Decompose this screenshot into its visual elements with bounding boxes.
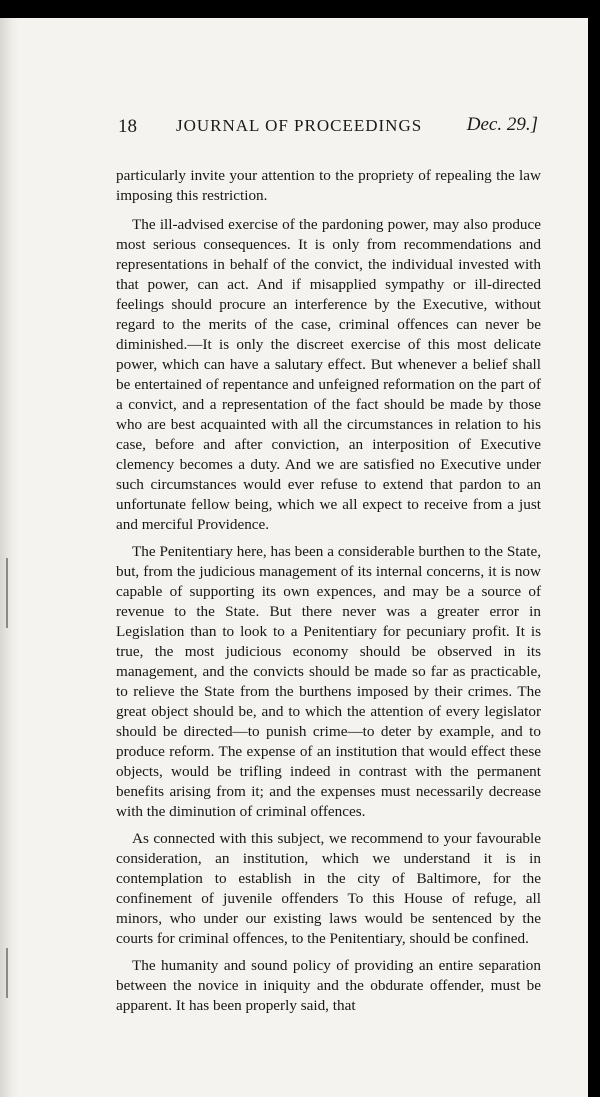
page-header — [118, 114, 538, 140]
header-date: Dec. 29.] — [466, 114, 538, 135]
margin-speck — [6, 948, 8, 998]
paragraph: The Penitentiary here, has been a considerable burthen to the State, but, from the judicious management of its internal concerns, it is now capable of supporting its own expences, and may be a source of revenue to the State. But there never was a greater error in Legislation than to look to a Penitentiary for pecuniary profit. It is true, the most judicious economy should be observed in its management, and the convicts should be made so far as practicable, to relieve the State from the burthens imposed by their crimes. The great object should be, and to which the attention of every legislator should be directed—to punish crime—to deter by example, and to produce reform. The expense of an institution that would effect these objects, would be trifling indeed in contrast with the permanent benefits arising from it; and the expenses must necessarily decrease with the diminution of criminal offences. — [116, 543, 541, 820]
page-gutter — [0, 18, 18, 1097]
paragraph: The humanity and sound policy of providing an entire separation between the novice in iniquity and the obdurate offender, must be apparent. It has been properly said, that — [116, 957, 541, 1014]
body-text — [116, 166, 541, 1023]
margin-speck — [6, 558, 8, 628]
document-page — [0, 18, 588, 1097]
paragraph: particularly invite your attention to the propriety of repealing the law imposing this restriction. — [116, 167, 541, 204]
page-number: 18 — [118, 116, 137, 137]
paragraph: As connected with this subject, we recommend to your favourable consideration, an institution, which we understand it is in contemplation to establish in the city of Baltimore, for the confinement of juvenile offenders To this House of refuge, all minors, who under our existing laws would be sentenced by the courts for criminal offences, to the Penitentiary, should be confined. — [116, 830, 541, 947]
running-title: JOURNAL OF PROCEEDINGS — [176, 116, 423, 135]
paragraph: The ill-advised exercise of the pardoning power, may also produce most serious consequences. It is only from recommendations and representations in behalf of the convict, the individual invested with that power, can act. And if misapplied sympathy or ill-directed feelings should procure an interference by the Executive, without regard to the merits of the case, criminal offences can never be diminished.—It is only the discreet exercise of this most delicate power, which can have a salutary effect. But whenever a belief shall be entertained of repentance and unfeigned reformation on the part of a convict, and a representation of the fact should be made by those who are best acquainted with all the circumstances in relation to his case, before and after conviction, an interposition of Executive clemency becomes a duty. And we are satisfied no Executive under such circumstances would ever refuse to extend that pardon to an unfortunate fellow being, which we all expect to receive from a just and merciful Providence. — [116, 216, 541, 533]
